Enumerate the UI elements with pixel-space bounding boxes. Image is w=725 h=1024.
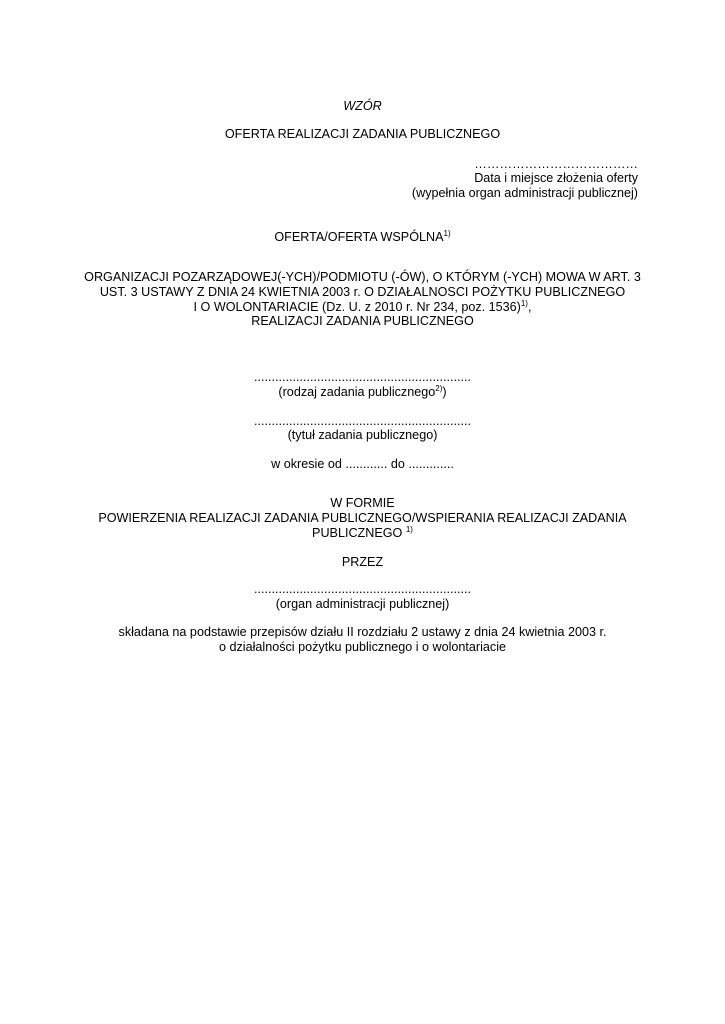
organization-line-3 <box>0 300 725 314</box>
task-type-label-text: (rodzaj zadania publicznego <box>278 385 436 399</box>
organization-line-4: REALIZACJI ZADANIA PUBLICZNEGO <box>251 314 474 328</box>
authority-dots: .............................................................. <box>254 582 471 596</box>
organization-line-2: UST. 3 USTAWY Z DNIA 24 KWIETNIA 2003 r. O DZIAŁALNOSCI POŻYTKU PUBLICZNEGO <box>99 285 626 299</box>
organization-line-3-tail: , <box>527 300 532 314</box>
form-line-1: W FORMIE <box>330 496 395 510</box>
organization-line-3-text: I O WOLONTARIACIE (Dz. U. z 2010 r. Nr 234, poz. 1536) <box>193 300 521 314</box>
form-line-3 <box>0 526 725 540</box>
by-heading: PRZEZ <box>341 555 384 569</box>
offer-heading-text: OFERTA/OFERTA WSPÓLNA <box>274 230 444 244</box>
authority-label: (organ administracji publicznej) <box>275 597 450 611</box>
date-place-label: Data i miejsce złożenia oferty <box>474 171 638 185</box>
footnote-marker: 2) <box>435 384 443 393</box>
legal-basis-line-2: o działalności pożytku publicznego i o wolontariacie <box>218 640 507 654</box>
form-line-2: POWIERZENIA REALIZACJI ZADANIA PUBLICZNEGO/WSPIERANIA REALIZACJI ZADANIA <box>98 511 627 525</box>
task-type-label-tail: ) <box>442 385 447 399</box>
date-place-dots: ………………………………… <box>474 157 638 171</box>
document-title: OFERTA REALIZACJI ZADANIA PUBLICZNEGO <box>224 127 501 141</box>
task-type-dots: .............................................................. <box>254 370 471 384</box>
period-line: w okresie od ............ do ............. <box>271 457 454 471</box>
footnote-marker: 1) <box>520 299 528 308</box>
footnote-marker: 1) <box>405 525 413 534</box>
footnote-marker: 1) <box>443 229 451 238</box>
form-line-3-text: PUBLICZNEGO <box>312 526 403 540</box>
date-place-note: (wypełnia organ administracji publicznej) <box>411 186 638 200</box>
template-label: WZÓR <box>343 99 382 113</box>
offer-heading <box>0 230 725 244</box>
task-title-dots: .............................................................. <box>254 414 471 428</box>
legal-basis-line-1: składana na podstawie przepisów działu II rozdziału 2 ustawy z dnia 24 kwietnia 2003 r. <box>118 625 607 639</box>
task-type-label <box>0 385 725 399</box>
task-title-label: (tytuł zadania publicznego) <box>287 428 438 442</box>
organization-line-1: ORGANIZACJI POZARZĄDOWEJ(-YCH)/PODMIOTU (-ÓW), O KTÓRYM (-YCH) MOWA W ART. 3 <box>84 270 641 284</box>
